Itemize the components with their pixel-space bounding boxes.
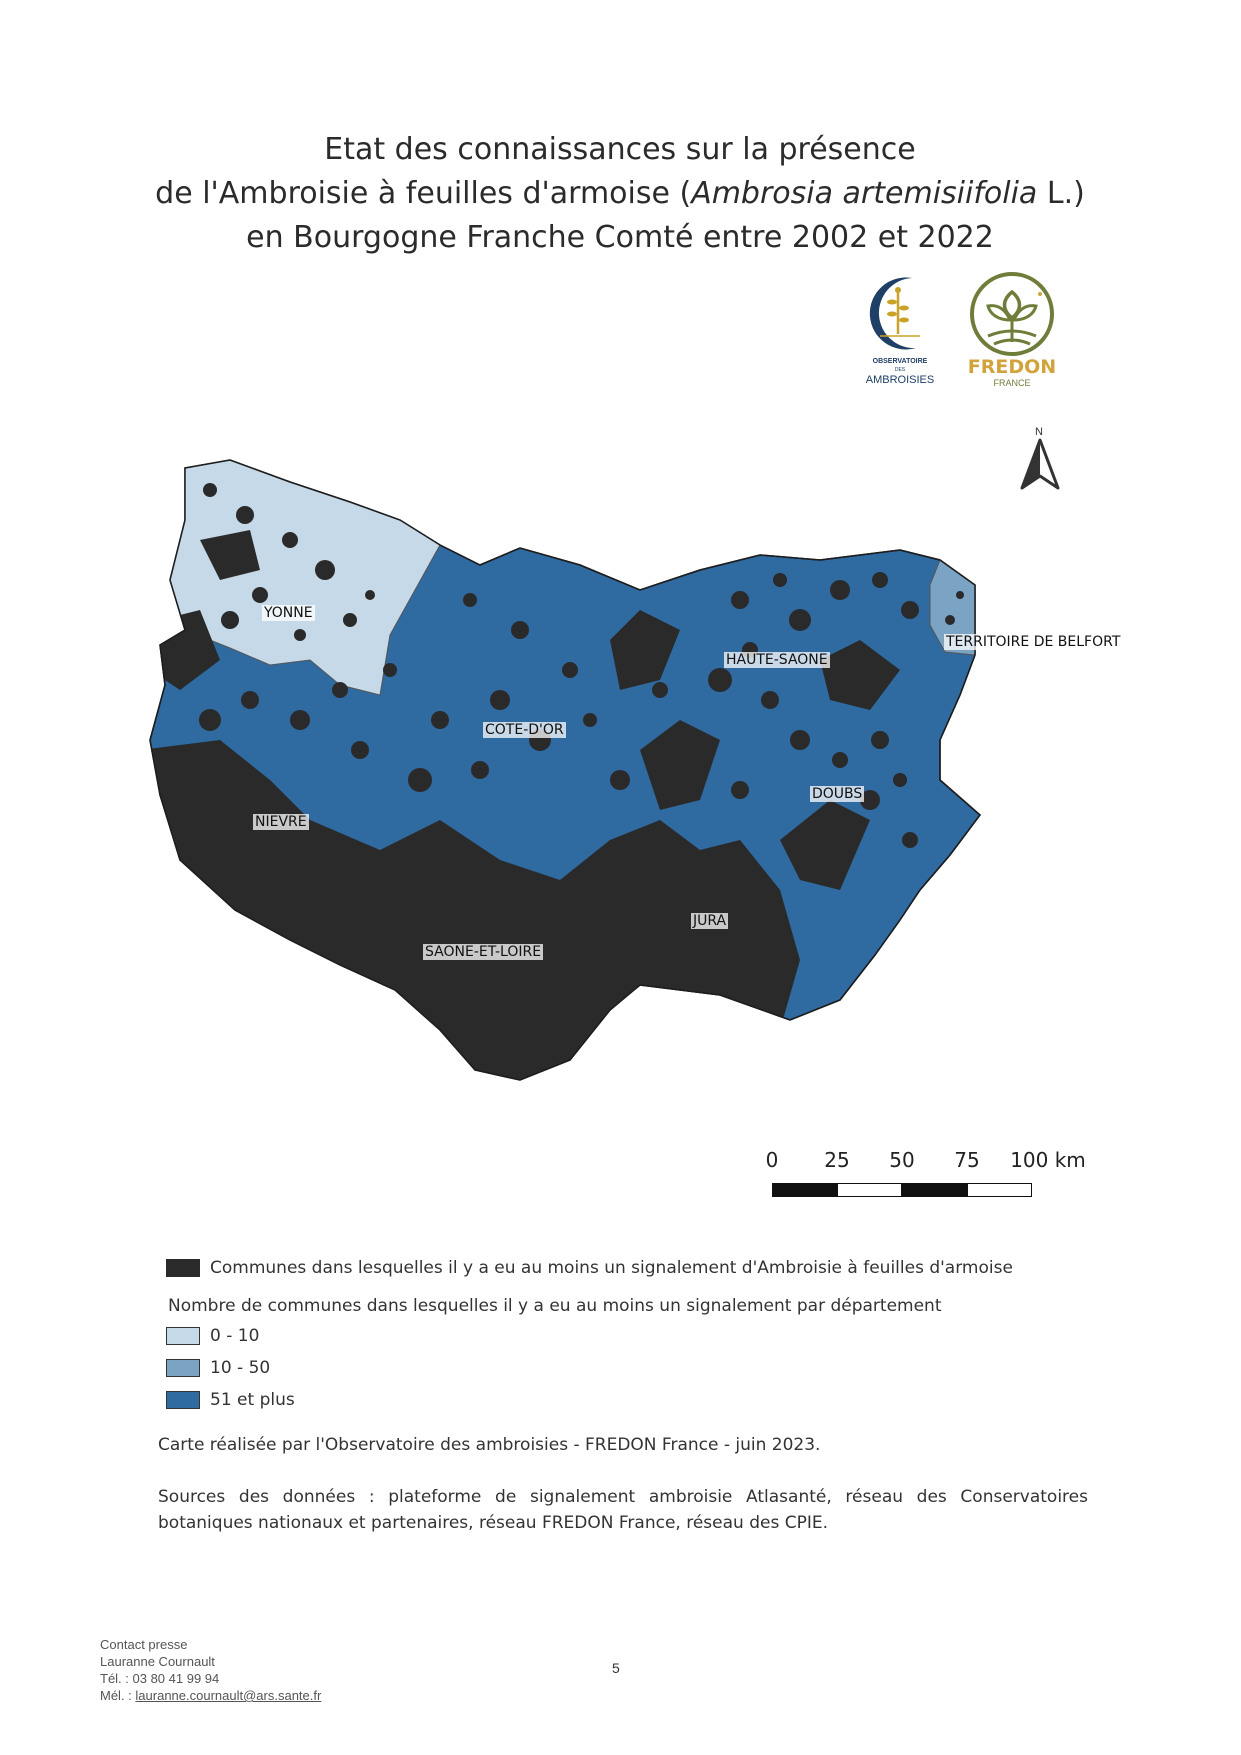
scale-tick-100: 100 km: [1010, 1148, 1086, 1172]
title-line-2: de l'Ambroisie à feuilles d'armoise (Ambrosia artemisiifolia L.): [155, 176, 1085, 211]
fredon-logo: FREDON FRANCE: [962, 270, 1062, 392]
label-yonne: YONNE: [264, 605, 313, 621]
north-label: N: [1035, 426, 1043, 438]
species-name: Ambrosia artemisiifolia: [691, 176, 1038, 211]
fredon-plant-icon: [962, 270, 1062, 360]
scale-segment-1: [772, 1183, 837, 1197]
map-title: [120, 128, 1120, 260]
scale-segment-2: [837, 1183, 902, 1197]
label-nievre: NIEVRE: [255, 814, 307, 830]
north-arrow: [1018, 426, 1062, 492]
observatoire-logo: OBSERVATOIRE DES AMBROISIES: [850, 272, 950, 392]
legend-swatch-0-10: [166, 1327, 200, 1345]
department-map: [140, 420, 1020, 1100]
legend-class-51-plus: 51 et plus: [166, 1390, 295, 1410]
legend-class-10-50: 10 - 50: [166, 1358, 270, 1378]
legend-communes: Communes dans lesquelles il y a eu au moins un signalement d'Ambroisie à feuilles d'armoise: [166, 1258, 1013, 1278]
footer-mail: Mél. : lauranne.cournault@ars.sante.fr: [100, 1688, 322, 1703]
scale-tick-25: 25: [824, 1148, 850, 1172]
legend-swatch-10-50: [166, 1359, 200, 1377]
observatoire-crescent-icon: [850, 272, 950, 352]
mail-link[interactable]: lauranne.cournault@ars.sante.fr: [135, 1688, 322, 1703]
label-cote-dor: COTE-D'OR: [485, 722, 564, 738]
label-territoire-de-belfort: TERRITOIRE DE BELFORT: [946, 634, 1121, 650]
scale-tick-75: 75: [954, 1148, 980, 1172]
footer-line-2: Lauranne Cournault: [100, 1654, 215, 1669]
press-contact: [100, 1636, 321, 1704]
title-line-3: en Bourgogne Franche Comté entre 2002 et 2022: [246, 220, 994, 255]
legend-class-0-10: 0 - 10: [166, 1326, 259, 1346]
scale-segment-3: [902, 1183, 967, 1197]
map-credit: Carte réalisée par l'Observatoire des ambroisies - FREDON France - juin 2023.: [158, 1435, 821, 1455]
legend-heading: Nombre de communes dans lesquelles il y a eu au moins un signalement par département: [168, 1296, 942, 1316]
page-number: 5: [612, 1660, 620, 1676]
footer-phone: Tél. : 03 80 41 99 94: [100, 1671, 220, 1686]
footer-line-1: Contact presse: [100, 1637, 188, 1652]
scale-tick-50: 50: [889, 1148, 915, 1172]
label-jura: JURA: [693, 913, 727, 929]
title-line-1: Etat des connaissances sur la présence: [324, 132, 916, 167]
label-saone-et-loire: SAONE-ET-LOIRE: [425, 944, 542, 960]
scale-tick-0: 0: [765, 1148, 779, 1172]
legend-swatch-communes: [166, 1259, 200, 1277]
label-doubs: DOUBS: [812, 786, 863, 802]
data-sources: Sources des données : plateforme de signalement ambroisie Atlasanté, réseau des Conservatoires botaniques nationaux et partenaires, réseau FREDON France, réseau des CPIE.: [158, 1487, 1088, 1533]
legend-swatch-51-plus: [166, 1391, 200, 1409]
label-haute-saone: HAUTE-SAONE: [726, 652, 828, 668]
north-arrow-icon: [1018, 438, 1062, 492]
scale-segment-4: [967, 1183, 1032, 1197]
